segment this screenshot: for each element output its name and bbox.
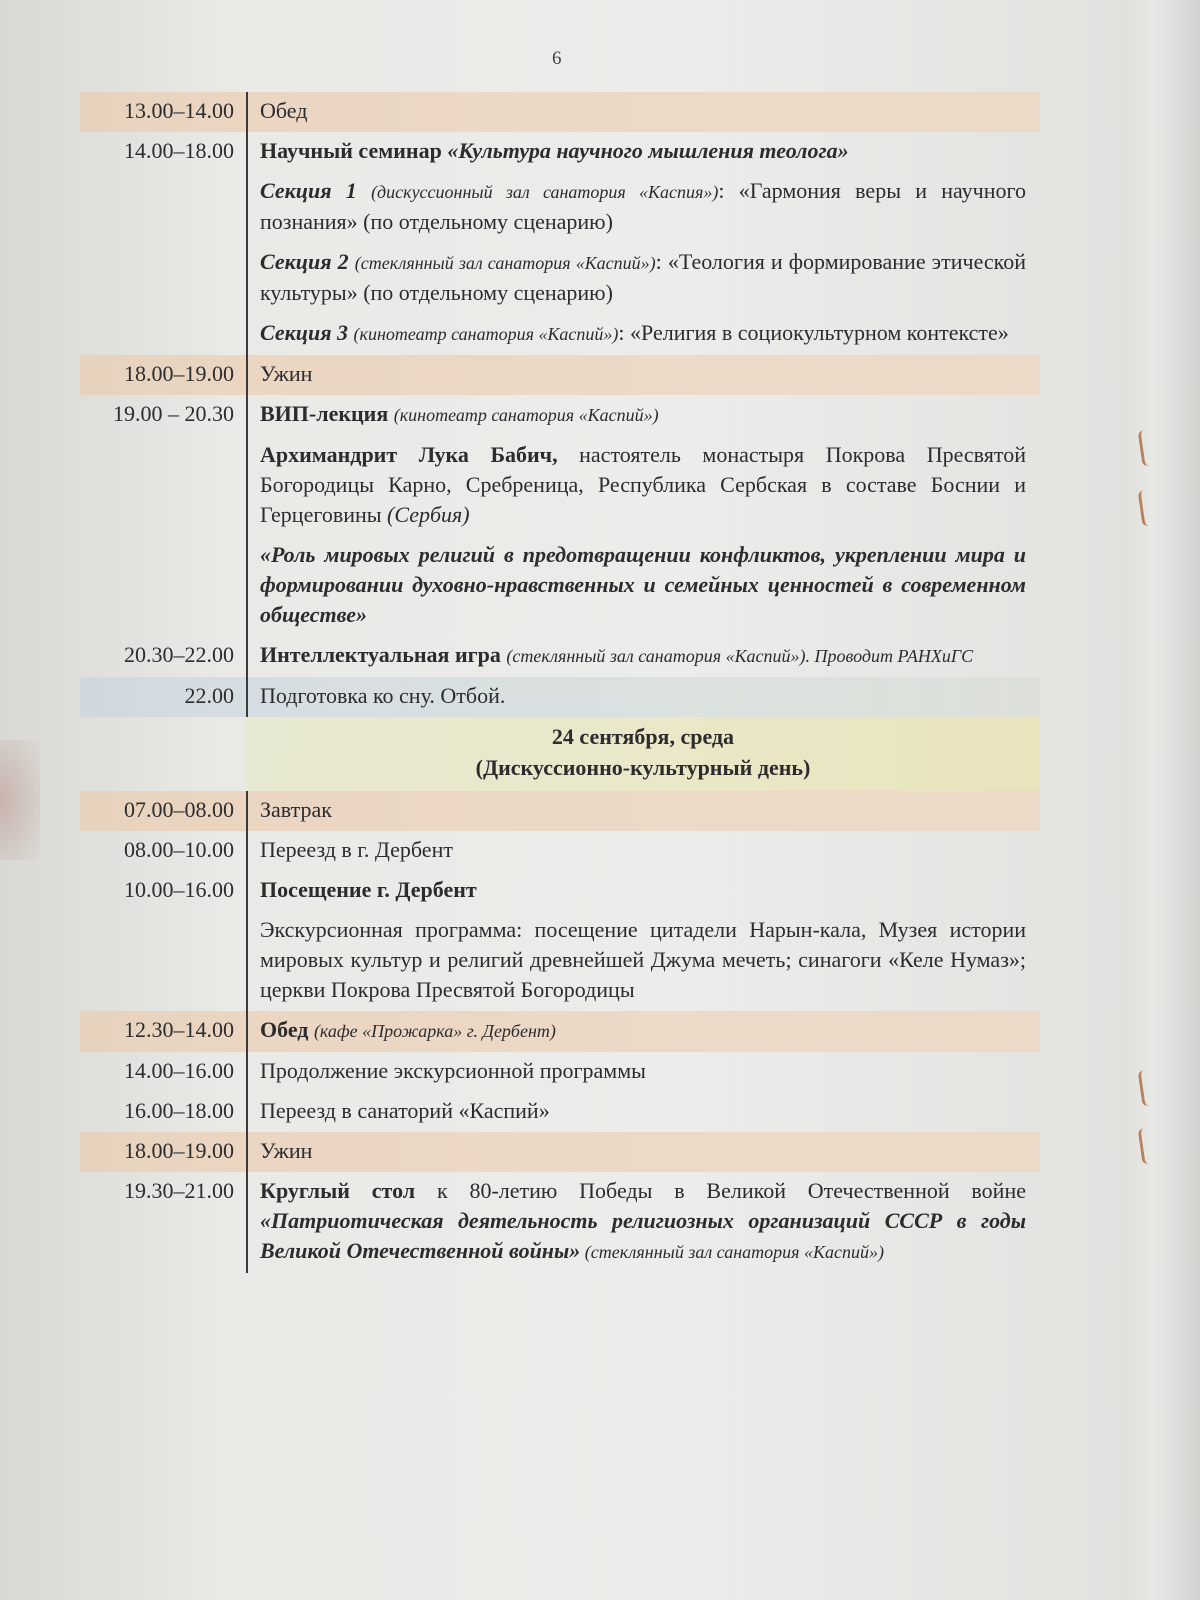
row-paragraph: [260, 1096, 1026, 1126]
day-heading: [246, 717, 1040, 791]
schedule-day-23: [80, 92, 1040, 717]
text-run: Ужин: [260, 361, 313, 386]
row-time: 12.30–14.00: [124, 1017, 234, 1042]
row-time: 20.30–22.00: [124, 642, 234, 667]
row-description: [246, 791, 1040, 831]
text-run: Архимандрит Лука Бабич,: [260, 442, 558, 467]
row-paragraph: [260, 1056, 1026, 1086]
row-paragraph: [260, 359, 1026, 389]
text-run: Переезд в г. Дербент: [260, 837, 453, 862]
row-time: 10.00–16.00: [124, 877, 234, 902]
text-run: (кафе «Прожарка» г. Дербент): [313, 1021, 556, 1041]
text-run: : «Теология и формирование этической культуры» (по отдельному сценарию): [260, 249, 1026, 305]
day-heading-subtitle: (Дискуссионно-культурный день): [475, 755, 811, 780]
row-paragraph: [260, 681, 1026, 711]
text-run: Подготовка ко сну. Отбой.: [260, 683, 506, 708]
text-run: Обед: [260, 98, 308, 123]
text-run: Экскурсионная программа: посещение цитадели Нарын-кала, Музея истории мировых культур и религий древнейшей Джума мечеть; синагоги «Келе Нумаз»; церкви Покрова Пресвятой Богородицы: [260, 917, 1026, 1002]
row-time: 19.30–21.00: [124, 1178, 234, 1203]
schedule-row: [80, 791, 1040, 831]
schedule-row: [80, 395, 1040, 636]
row-time: 22.00: [184, 683, 234, 708]
schedule-row: [80, 1011, 1040, 1052]
text-run: Научный семинар: [260, 138, 448, 163]
row-paragraph: [260, 399, 1026, 430]
row-time: 07.00–08.00: [124, 797, 234, 822]
text-run: Интеллектуальная игра: [260, 642, 507, 667]
text-run: Секция 2: [260, 249, 355, 274]
text-run: к 80-летию Победы в Великой Отечественной войне: [415, 1178, 1026, 1203]
row-description: [246, 831, 1040, 871]
row-description: [246, 132, 1040, 355]
schedule-day-24: [80, 791, 1040, 1273]
row-paragraph: [260, 835, 1026, 865]
text-run: (кинотеатр санатория «Каспий»): [353, 324, 619, 344]
text-run: «Культура научного мышления теолога»: [447, 138, 849, 163]
text-run: Секция 3: [260, 320, 354, 345]
row-description: [246, 1011, 1040, 1052]
text-run: ВИП-лекция: [260, 401, 394, 426]
row-time: 13.00–14.00: [124, 98, 234, 123]
row-description: [246, 355, 1040, 395]
row-paragraph: [260, 176, 1026, 237]
schedule-row: [80, 1052, 1040, 1092]
text-run: : «Гармония веры и научного познания» (по отдельному сценарию): [260, 178, 1026, 234]
row-paragraph: [260, 1176, 1026, 1267]
text-run: «Патриотическая деятельность религиозных организаций СССР в годы Великой Отечественной войны»: [260, 1208, 1026, 1263]
row-time: 18.00–19.00: [124, 1138, 234, 1163]
row-paragraph: [260, 540, 1026, 630]
schedule-row: [80, 636, 1040, 677]
page-number: 6: [552, 48, 562, 69]
booklet-fold: [1120, 0, 1200, 1600]
row-paragraph: [260, 318, 1026, 349]
text-run: (стеклянный зал санатория «Каспий»): [354, 253, 656, 273]
schedule-row: [80, 1172, 1040, 1273]
row-time: 14.00–18.00: [124, 138, 234, 163]
day-heading-date: 24 сентября, среда: [551, 724, 735, 749]
row-time: 19.00 – 20.30: [113, 401, 234, 426]
text-run: Круглый стол: [260, 1178, 416, 1203]
row-time: 18.00–19.00: [124, 361, 234, 386]
text-run: (кинотеатр санатория «Каспий»): [393, 405, 659, 425]
row-time: 14.00–16.00: [124, 1058, 234, 1083]
row-time: 16.00–18.00: [124, 1098, 234, 1123]
text-run: Посещение г. Дербент: [260, 877, 477, 902]
text-run: Переезд в санаторий «Каспий»: [260, 1098, 550, 1123]
row-paragraph: [260, 875, 1026, 905]
row-description: [246, 92, 1040, 132]
schedule-row: [80, 1132, 1040, 1172]
finger-shadow: [0, 740, 40, 860]
row-paragraph: [260, 795, 1026, 825]
schedule-row: [80, 831, 1040, 871]
schedule-row: [80, 92, 1040, 132]
text-run: (Сербия): [387, 502, 470, 527]
text-run: : «Религия в социокультурном контексте»: [618, 320, 1009, 345]
row-paragraph: [260, 136, 1026, 166]
row-description: [246, 1052, 1040, 1092]
schedule-row: [80, 355, 1040, 395]
text-run: (дискуссионный зал санатория «Каспия»): [371, 182, 719, 202]
text-run: Ужин: [260, 1138, 313, 1163]
row-paragraph: [260, 640, 1026, 671]
schedule-row: [80, 677, 1040, 717]
row-paragraph: [260, 915, 1026, 1005]
text-run: (стеклянный зал санатория «Каспий»). Проводит РАНХиГС: [506, 646, 974, 666]
row-paragraph: [260, 1015, 1026, 1046]
row-description: [246, 395, 1040, 636]
text-run: Продолжение экскурсионной программы: [260, 1058, 646, 1083]
row-description: [246, 1092, 1040, 1132]
row-description: [246, 871, 1040, 1011]
text-run: (стеклянный зал санатория «Каспий»): [580, 1242, 884, 1262]
row-paragraph: [260, 247, 1026, 308]
schedule-row: [80, 132, 1040, 355]
text-run: настоятель монастыря Покрова Пресвятой Богородицы Карно, Сребреница, Республика Сербская в составе Боснии и Герцеговины: [260, 442, 1026, 527]
row-time: 08.00–10.00: [124, 837, 234, 862]
row-description: [246, 1132, 1040, 1172]
row-paragraph: [260, 96, 1026, 126]
row-description: [246, 636, 1040, 677]
row-description: [246, 677, 1040, 717]
text-run: Секция 1: [260, 178, 372, 203]
text-run: «Роль мировых религий в предотвращении конфликтов, укреплении мира и формировании духовно-нравственных и семейных ценностей в современном обществе»: [260, 542, 1026, 627]
row-description: [246, 1172, 1040, 1273]
row-paragraph: [260, 440, 1026, 530]
row-paragraph: [260, 1136, 1026, 1166]
schedule-table: [80, 92, 1040, 1273]
text-run: Завтрак: [260, 797, 332, 822]
text-run: Обед: [260, 1017, 314, 1042]
schedule-row: [80, 1092, 1040, 1132]
schedule-row: [80, 871, 1040, 1011]
